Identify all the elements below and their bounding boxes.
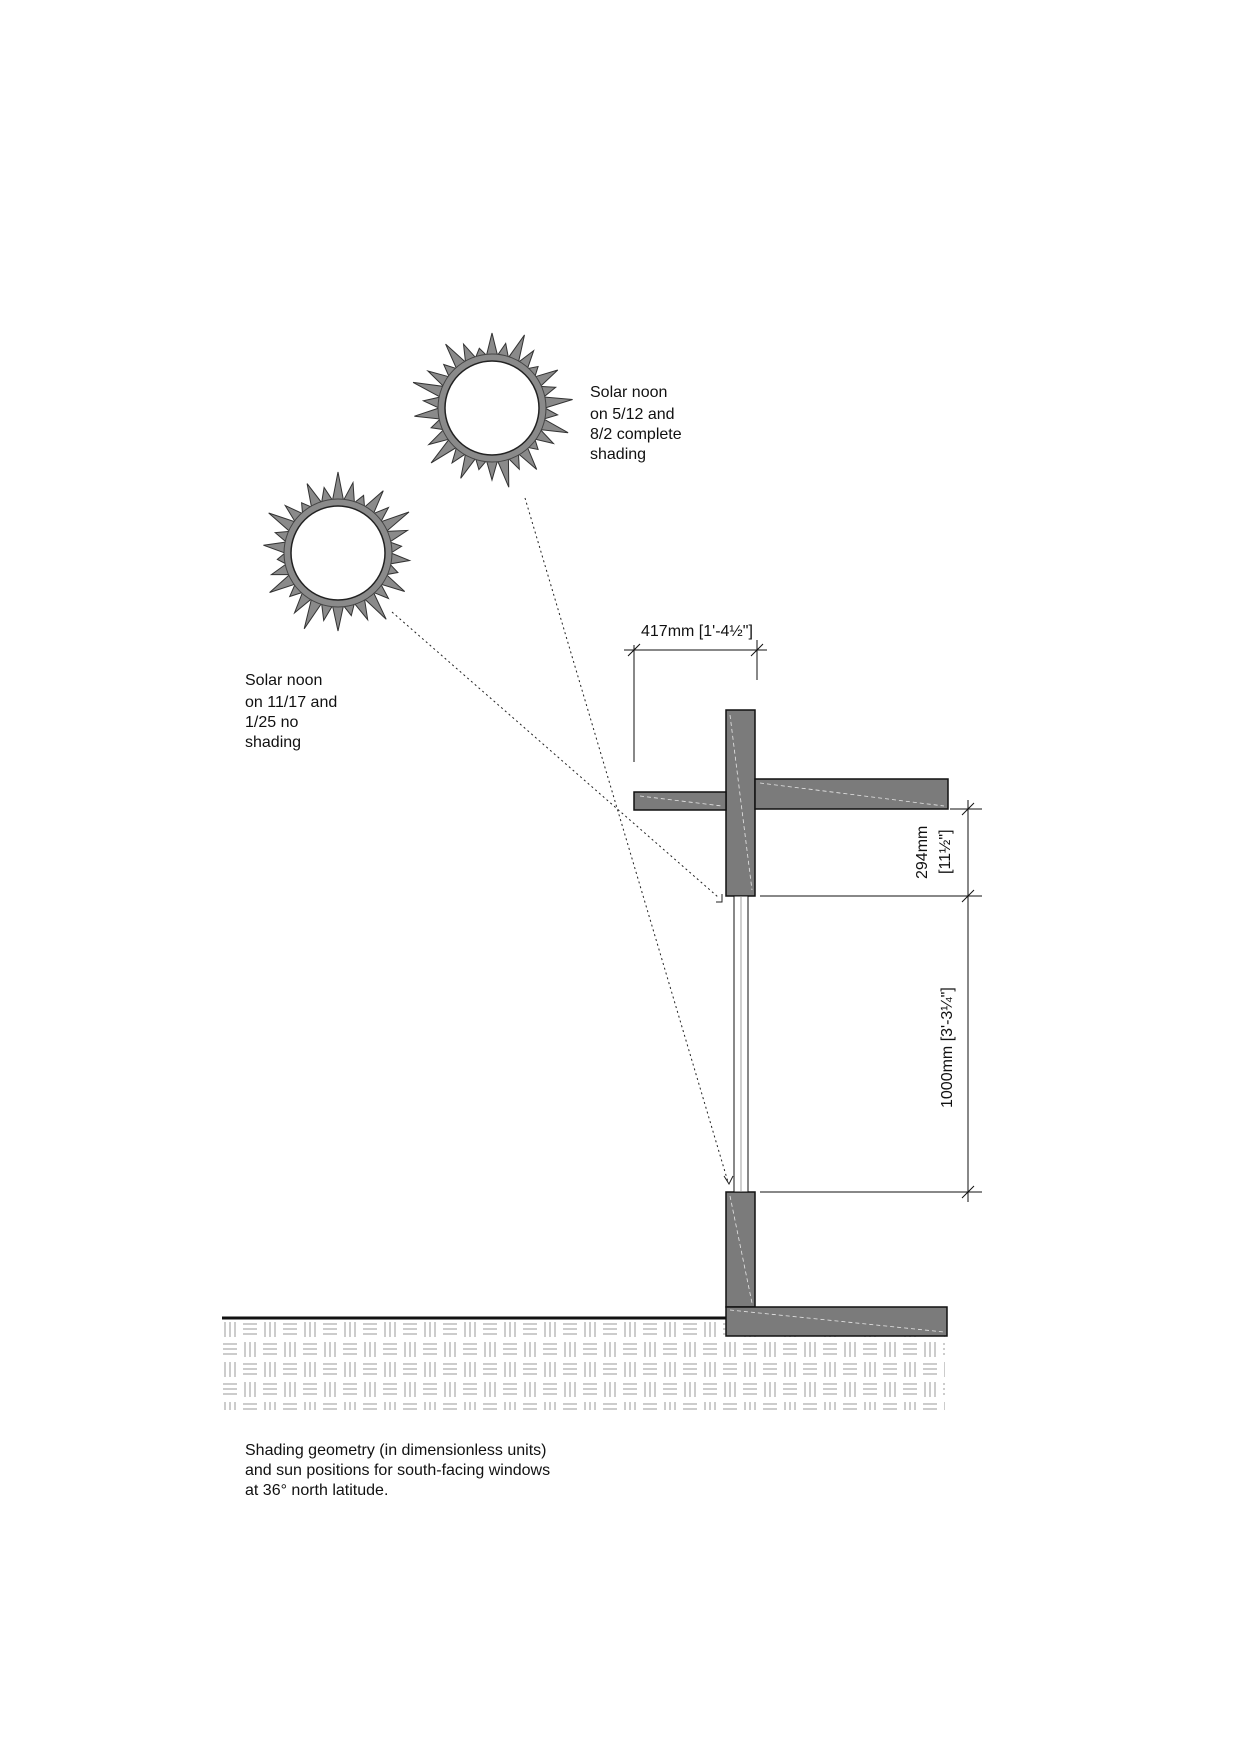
- sun-low-label-line: 1/25 no: [245, 714, 299, 731]
- sun-high-label: [590, 384, 686, 463]
- sun-ray-low: [392, 612, 718, 897]
- roof-slab: [755, 779, 948, 809]
- overhang-left: [634, 792, 726, 810]
- gap-dimension-label: 294mm: [914, 825, 931, 879]
- sun-low-icon: [263, 472, 409, 631]
- floor-slab: [726, 1307, 947, 1336]
- ray-arrow-high: [724, 1176, 733, 1184]
- sun-high-label-line: 8/2 complete: [590, 426, 682, 443]
- sun-ray-high: [525, 498, 728, 1182]
- sun-low-label-line: on 11/17 and: [245, 694, 338, 711]
- figure-caption: Shading geometry (in dimensionless units) and sun positions for south-facing windows at 36° north latitude.: [245, 1442, 551, 1499]
- wall-section: [634, 710, 948, 1336]
- sun-high-label-line: Solar noon: [590, 384, 668, 401]
- overhang-dimension-label: 417mm [1'-4½"]: [641, 623, 753, 640]
- gap-imperial-label: [11½"]: [937, 829, 954, 874]
- ray-arrow-low: [716, 894, 722, 902]
- sun-high-label-line: shading: [590, 446, 647, 463]
- upper-wall: [726, 710, 755, 896]
- sun-low-label-line: Solar noon: [245, 672, 323, 689]
- sun-low-label-line: shading: [245, 734, 302, 751]
- sun-high-label-line: on 5/12 and: [590, 406, 675, 423]
- lower-wall: [726, 1192, 755, 1307]
- window-dimension-label: 1000mm [3'-3¼"]: [939, 987, 956, 1108]
- sun-high-icon: [413, 333, 572, 487]
- sun-low-label: [245, 672, 342, 751]
